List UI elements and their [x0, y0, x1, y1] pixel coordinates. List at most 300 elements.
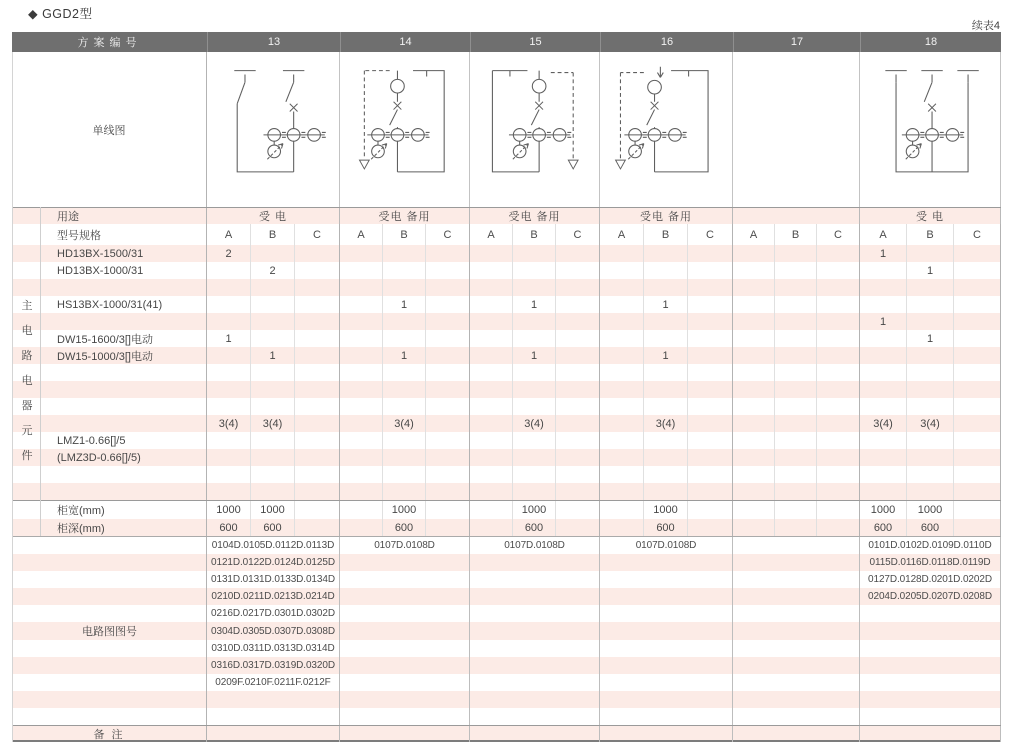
value-cell: [295, 483, 340, 500]
remark-cell: [860, 726, 1001, 742]
value-cell: [860, 398, 907, 415]
scheme-number: 17: [733, 32, 860, 52]
circuit-label-cell: [12, 640, 207, 657]
value-cell: [688, 483, 733, 500]
value-cell: [954, 501, 1001, 519]
value-cell: [426, 519, 470, 536]
component-row: [12, 449, 1001, 466]
value-cell: [426, 432, 470, 449]
circuit-number: 0101D.0102D.0109D.0110D: [860, 537, 1001, 554]
circuit-number: [340, 674, 470, 691]
value-cell: [295, 262, 340, 279]
value-cell: [775, 279, 817, 296]
circuit-label-cell: [12, 588, 207, 605]
circuit-number: 0210D.0211D.0213D.0214D: [207, 588, 340, 605]
value-cell: [688, 364, 733, 381]
value-cell: 1: [860, 245, 907, 262]
circuit-number: [600, 708, 733, 725]
main-circuit-components-label: [14, 297, 40, 463]
circuit-label-cell: [12, 605, 207, 622]
circuit-label-cell: [12, 537, 207, 554]
value-cell: [688, 501, 733, 519]
circuit-row: [12, 588, 1001, 605]
value-cell: [600, 449, 644, 466]
value-cell: [426, 313, 470, 330]
circuit-number: 0304D.0305D.0307D.0308D: [207, 622, 340, 639]
value-cell: [340, 381, 383, 398]
value-cell: 1000: [513, 501, 556, 519]
value-cell: [207, 347, 251, 364]
value-cell: [733, 245, 775, 262]
scheme-number: 13: [207, 32, 340, 52]
component-row: [12, 330, 1001, 347]
value-cell: [426, 364, 470, 381]
circuit-number: [600, 691, 733, 708]
value-cell: [954, 415, 1001, 432]
spec-header-row: [12, 224, 1001, 245]
value-cell: [513, 483, 556, 500]
scheme-number: 15: [470, 32, 600, 52]
value-cell: [207, 432, 251, 449]
value-cell: [340, 279, 383, 296]
circuit-number: [733, 708, 860, 725]
value-cell: [907, 279, 954, 296]
circuit-rows: [12, 537, 1001, 725]
circuit-number: [600, 571, 733, 588]
circuit-number: [470, 622, 600, 639]
value-cell: [470, 415, 513, 432]
value-cell: 3(4): [644, 415, 688, 432]
value-cell: [600, 466, 644, 483]
usage-value: [733, 208, 860, 224]
value-cell: [775, 449, 817, 466]
value-cell: [207, 466, 251, 483]
remark-cell: [600, 726, 733, 742]
value-cell: [954, 330, 1001, 347]
remark-cell: [733, 726, 860, 742]
circuit-number: [340, 588, 470, 605]
component-label: [12, 466, 207, 483]
value-cell: 600: [207, 519, 251, 536]
circuit-number: [733, 691, 860, 708]
component-label: [12, 415, 207, 432]
circuit-label-cell: [12, 571, 207, 588]
value-cell: [688, 398, 733, 415]
circuit-number: [600, 588, 733, 605]
value-cell: [513, 449, 556, 466]
side-label-char: 元: [21, 425, 33, 437]
value-cell: [600, 501, 644, 519]
value-cell: [817, 466, 860, 483]
component-row: [12, 364, 1001, 381]
component-label: LMZ1-0.66[]/5: [12, 432, 207, 449]
circuit-row: [12, 640, 1001, 657]
inner-divider-line: [40, 207, 41, 536]
value-cell: [775, 432, 817, 449]
circuit-number: [470, 605, 600, 622]
value-cell: [556, 381, 600, 398]
circuit-section-label: 电路图图号: [82, 626, 137, 638]
value-cell: [775, 330, 817, 347]
value-cell: [556, 398, 600, 415]
value-cell: [340, 501, 383, 519]
value-cell: 3(4): [513, 415, 556, 432]
value-cell: [383, 313, 426, 330]
value-cell: 1: [907, 330, 954, 347]
value-cell: [733, 432, 775, 449]
circuit-number: [733, 605, 860, 622]
value-cell: [207, 381, 251, 398]
value-cell: 1: [383, 296, 426, 313]
value-cell: 600: [513, 519, 556, 536]
value-cell: [860, 449, 907, 466]
value-cell: [556, 432, 600, 449]
value-cell: [295, 381, 340, 398]
circuit-number: [207, 691, 340, 708]
value-cell: 3(4): [860, 415, 907, 432]
value-cell: 3(4): [207, 415, 251, 432]
value-cell: [860, 483, 907, 500]
value-cell: [295, 519, 340, 536]
circuit-number: [860, 622, 1001, 639]
value-cell: [383, 398, 426, 415]
circuit-number: [600, 657, 733, 674]
value-cell: [775, 313, 817, 330]
circuit-number: [340, 691, 470, 708]
value-cell: [954, 432, 1001, 449]
component-row: [12, 432, 1001, 449]
value-cell: 600: [907, 519, 954, 536]
value-cell: [340, 415, 383, 432]
circuit-number: [340, 571, 470, 588]
value-cell: [295, 501, 340, 519]
value-cell: [295, 347, 340, 364]
value-cell: [817, 483, 860, 500]
value-cell: [817, 245, 860, 262]
value-cell: [251, 449, 295, 466]
subcol-header: A: [207, 224, 251, 245]
value-cell: [295, 330, 340, 347]
component-label: [12, 483, 207, 500]
value-cell: [817, 296, 860, 313]
value-cell: [860, 279, 907, 296]
component-row: [12, 245, 1001, 262]
value-cell: [954, 364, 1001, 381]
component-label: [12, 313, 207, 330]
value-cell: [733, 296, 775, 313]
value-cell: [644, 466, 688, 483]
circuit-number: [600, 622, 733, 639]
value-cell: [860, 432, 907, 449]
value-cell: [688, 347, 733, 364]
usage-value: 受 电: [207, 208, 340, 224]
circuit-number: [733, 674, 860, 691]
value-cell: [470, 330, 513, 347]
side-label-char: 器: [21, 400, 33, 412]
subcol-header: B: [775, 224, 817, 245]
usage-value: 受 电: [860, 208, 1001, 224]
value-cell: [556, 279, 600, 296]
value-cell: 1: [513, 296, 556, 313]
circuit-number: [340, 554, 470, 571]
circuit-label-cell: [12, 708, 207, 725]
circuit-row: [12, 657, 1001, 674]
circuit-number: [340, 708, 470, 725]
component-label: (LMZ3D-0.66[]/5): [12, 449, 207, 466]
component-row: [12, 415, 1001, 432]
single-line-diagram-15: [470, 52, 600, 207]
value-cell: 1000: [251, 501, 295, 519]
value-cell: [207, 364, 251, 381]
value-cell: [295, 364, 340, 381]
circuit-number: 0104D.0105D.0112D.0113D: [207, 537, 340, 554]
value-cell: [600, 519, 644, 536]
value-cell: [600, 432, 644, 449]
value-cell: [775, 483, 817, 500]
value-cell: [600, 398, 644, 415]
value-cell: [907, 245, 954, 262]
value-cell: [383, 466, 426, 483]
remark-cell: [207, 726, 340, 742]
value-cell: [907, 432, 954, 449]
value-cell: [775, 245, 817, 262]
circuit-number: [733, 640, 860, 657]
value-cell: [817, 415, 860, 432]
value-cell: [817, 432, 860, 449]
value-cell: [426, 279, 470, 296]
value-cell: [340, 330, 383, 347]
value-cell: [295, 398, 340, 415]
value-cell: [556, 313, 600, 330]
value-cell: [644, 398, 688, 415]
value-cell: [907, 398, 954, 415]
value-cell: [733, 519, 775, 536]
width-label: 柜宽(mm): [12, 501, 207, 519]
value-cell: [426, 330, 470, 347]
value-cell: [340, 245, 383, 262]
subcol-header: B: [383, 224, 426, 245]
value-cell: [860, 466, 907, 483]
value-cell: [556, 449, 600, 466]
value-cell: [600, 330, 644, 347]
value-cell: [775, 296, 817, 313]
value-cell: [426, 262, 470, 279]
circuit-number: [470, 691, 600, 708]
component-rows: [12, 245, 1001, 500]
value-cell: [817, 279, 860, 296]
value-cell: [907, 483, 954, 500]
value-cell: [207, 262, 251, 279]
value-cell: [340, 519, 383, 536]
spec-label: 型号规格: [12, 224, 207, 245]
value-cell: [295, 296, 340, 313]
circuit-number: [470, 588, 600, 605]
value-cell: 1: [907, 262, 954, 279]
value-cell: [600, 262, 644, 279]
single-line-diagram-17-empty: [733, 52, 860, 207]
usage-value: 受电 备用: [340, 208, 470, 224]
circuit-number: [470, 571, 600, 588]
component-label: DW15-1000/3[]电动: [12, 347, 207, 364]
value-cell: [426, 501, 470, 519]
value-cell: [383, 262, 426, 279]
value-cell: 1000: [860, 501, 907, 519]
value-cell: [556, 466, 600, 483]
circuit-number: [340, 657, 470, 674]
value-cell: [470, 501, 513, 519]
circuit-number: [733, 622, 860, 639]
value-cell: [295, 432, 340, 449]
subcol-header: A: [600, 224, 644, 245]
value-cell: [470, 245, 513, 262]
size-rows: [12, 500, 1001, 536]
value-cell: [907, 296, 954, 313]
value-cell: [817, 313, 860, 330]
value-cell: [733, 347, 775, 364]
value-cell: [644, 449, 688, 466]
value-cell: [644, 483, 688, 500]
value-cell: [775, 262, 817, 279]
outer-left-border: [12, 52, 13, 742]
value-cell: [775, 381, 817, 398]
value-cell: [954, 381, 1001, 398]
usage-row: [12, 207, 1001, 224]
single-line-diagram-18: [860, 52, 1001, 207]
value-cell: [513, 279, 556, 296]
value-cell: 600: [383, 519, 426, 536]
value-cell: [817, 381, 860, 398]
value-cell: [340, 483, 383, 500]
circuit-label-cell: [12, 657, 207, 674]
value-cell: [340, 466, 383, 483]
value-cell: 1: [513, 347, 556, 364]
component-label: [12, 398, 207, 415]
table-continuation-note: 续表4: [971, 20, 1000, 32]
value-cell: [556, 347, 600, 364]
value-cell: [688, 279, 733, 296]
value-cell: [733, 449, 775, 466]
circuit-number: 0216D.0217D.0301D.0302D: [207, 605, 340, 622]
value-cell: [733, 364, 775, 381]
value-cell: [207, 483, 251, 500]
value-cell: [340, 364, 383, 381]
value-cell: [600, 245, 644, 262]
circuit-number: [340, 640, 470, 657]
value-cell: [340, 313, 383, 330]
circuit-number: 0204D.0205D.0207D.0208D: [860, 588, 1001, 605]
circuit-number: [470, 554, 600, 571]
value-cell: 2: [251, 262, 295, 279]
value-cell: [556, 415, 600, 432]
circuit-number: 0107D.0108D: [600, 537, 733, 554]
value-cell: [383, 330, 426, 347]
subcol-header: B: [907, 224, 954, 245]
value-cell: [251, 432, 295, 449]
component-row: [12, 398, 1001, 415]
value-cell: [556, 296, 600, 313]
value-cell: [251, 381, 295, 398]
value-cell: [954, 398, 1001, 415]
remark-label: 备 注: [12, 726, 207, 742]
circuit-number: [600, 605, 733, 622]
value-cell: [251, 466, 295, 483]
usage-value: 受电 备用: [470, 208, 600, 224]
value-cell: [295, 449, 340, 466]
value-cell: 1: [251, 347, 295, 364]
circuit-number: [860, 605, 1001, 622]
value-cell: [907, 381, 954, 398]
value-cell: [907, 449, 954, 466]
value-cell: [251, 483, 295, 500]
circuit-number: [340, 622, 470, 639]
value-cell: [817, 347, 860, 364]
component-row: [12, 279, 1001, 296]
side-label-char: 路: [21, 350, 33, 362]
value-cell: [954, 313, 1001, 330]
value-cell: [470, 381, 513, 398]
value-cell: [600, 347, 644, 364]
side-label-char: 主: [21, 300, 33, 312]
circuit-number: [207, 708, 340, 725]
value-cell: [207, 313, 251, 330]
value-cell: [954, 519, 1001, 536]
value-cell: [817, 262, 860, 279]
value-cell: 3(4): [383, 415, 426, 432]
value-cell: [513, 330, 556, 347]
component-label: HD13BX-1500/31: [12, 245, 207, 262]
value-cell: [295, 313, 340, 330]
value-cell: [775, 466, 817, 483]
value-cell: [733, 381, 775, 398]
component-label: HS13BX-1000/31(41): [12, 296, 207, 313]
value-cell: [340, 398, 383, 415]
circuit-number: 0107D.0108D: [340, 537, 470, 554]
value-cell: 1: [383, 347, 426, 364]
circuit-number: 0131D.0131D.0133D.0134D: [207, 571, 340, 588]
value-cell: [688, 449, 733, 466]
subcol-header: C: [954, 224, 1001, 245]
value-cell: [644, 330, 688, 347]
circuit-row: [12, 571, 1001, 588]
circuit-row: [12, 708, 1001, 725]
value-cell: [688, 415, 733, 432]
subcol-header: B: [251, 224, 295, 245]
component-row: [12, 313, 1001, 330]
circuit-number: [860, 674, 1001, 691]
value-cell: [600, 415, 644, 432]
value-cell: [775, 364, 817, 381]
circuit-number: [470, 674, 600, 691]
value-cell: [513, 313, 556, 330]
subcol-header: C: [295, 224, 340, 245]
circuit-number: [470, 657, 600, 674]
value-cell: [426, 449, 470, 466]
circuit-number: 0115D.0116D.0118D.0119D: [860, 554, 1001, 571]
value-cell: [470, 364, 513, 381]
value-cell: [733, 330, 775, 347]
circuit-number: 0316D.0317D.0319D.0320D: [207, 657, 340, 674]
value-cell: [556, 330, 600, 347]
scheme-number: 14: [340, 32, 470, 52]
circuit-number: [733, 571, 860, 588]
value-cell: [644, 313, 688, 330]
value-cell: [470, 262, 513, 279]
page-title: ◆ GGD2型: [28, 7, 93, 21]
value-cell: [513, 398, 556, 415]
value-cell: [860, 262, 907, 279]
value-cell: [733, 279, 775, 296]
usage-value: 受电 备用: [600, 208, 733, 224]
